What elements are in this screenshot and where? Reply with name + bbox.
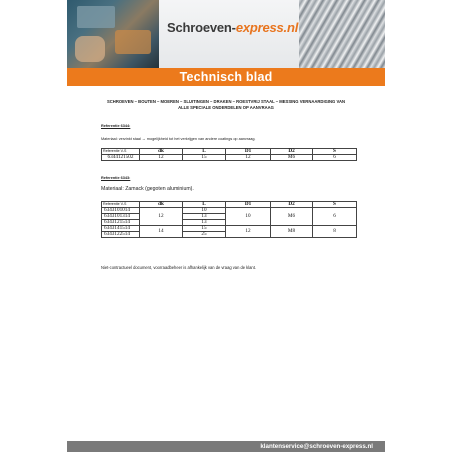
cell-l: 10 xyxy=(183,208,226,214)
col-d2: D2 xyxy=(271,149,313,155)
intro-line-2: ALLE SPECIALE ONDERDELEN OP AANVRAAG xyxy=(178,105,274,110)
section1-heading: Referentie 6344: xyxy=(101,124,131,128)
col-s: S xyxy=(313,202,357,208)
logo-area xyxy=(159,0,299,68)
intro-line-1: SCHROEVEN – BOUTEN – MOEREN – SLUITINGEN – DRAKEN – ROESTVRIJ STAAL – MESSING VERNAARDIGING VAN xyxy=(106,99,346,104)
cell-l: 15 xyxy=(183,226,226,232)
cell-ref: 6343141514 xyxy=(102,226,140,232)
header-photo-tools xyxy=(67,0,159,68)
section2-table xyxy=(101,201,357,238)
section2-material: Materiaal: Zamack (gegoten aluminium). xyxy=(101,186,194,192)
col-s: S xyxy=(313,149,357,155)
cell-ref: 6343101014 xyxy=(102,208,140,214)
header-banner xyxy=(67,0,385,68)
footer-email[interactable]: klantenservice@schroeven-express.nl xyxy=(260,443,373,450)
cell-d1: 10 xyxy=(226,208,271,226)
col-dk: dk xyxy=(140,149,183,155)
cell-s: 6 xyxy=(313,155,357,161)
col-l: L xyxy=(183,202,226,208)
cell-d2: M8 xyxy=(271,226,313,238)
cell-dk: 12 xyxy=(140,208,183,226)
col-d1: D1 xyxy=(226,149,271,155)
cell-s: 8 xyxy=(313,226,357,238)
intro-text xyxy=(97,99,355,111)
footer-bar xyxy=(67,441,385,452)
company-logo: Schroeven-express.nl xyxy=(167,20,299,35)
col-ref: Referentie V-S xyxy=(102,149,140,155)
page-title: Technisch blad xyxy=(179,70,273,84)
cell-ref: 6343122514 xyxy=(102,232,140,238)
cell-ref: 6344121502 xyxy=(102,155,140,161)
col-ref: Referentie V-S xyxy=(102,202,140,208)
cell-l: 25 xyxy=(183,232,226,238)
col-dk: dk xyxy=(140,202,183,208)
cell-d2: M6 xyxy=(271,208,313,226)
title-band xyxy=(67,68,385,86)
col-l: L xyxy=(183,149,226,155)
table-row xyxy=(102,208,357,214)
section1-table xyxy=(101,148,357,161)
cell-l: 13 xyxy=(183,214,226,220)
col-d1: D1 xyxy=(226,202,271,208)
table-row xyxy=(102,155,357,161)
col-d2: D2 xyxy=(271,202,313,208)
header-photo-screws xyxy=(299,0,385,68)
cell-l: 13 xyxy=(183,220,226,226)
cell-ref: 6343101314 xyxy=(102,214,140,220)
document-page xyxy=(67,0,385,452)
cell-l: 15 xyxy=(183,155,226,161)
cell-d1: 12 xyxy=(226,155,271,161)
table-row xyxy=(102,226,357,232)
cell-d1: 12 xyxy=(226,226,271,238)
disclaimer-note: Niet-contractueel document, voorraadbeheer is afhankelijk van de vraag van de klant. xyxy=(101,265,256,270)
cell-ref: 6343121514 xyxy=(102,220,140,226)
cell-d2: M6 xyxy=(271,155,313,161)
section2-heading: Referentie 6343: xyxy=(101,176,131,180)
section1-material: Materiaal: verzinkt staal → mogelijkheid tot het verkrijgen van andere coatings op aanvraag. xyxy=(101,137,256,141)
cell-s: 6 xyxy=(313,208,357,226)
cell-dk: 14 xyxy=(140,226,183,238)
cell-dk: 12 xyxy=(140,155,183,161)
